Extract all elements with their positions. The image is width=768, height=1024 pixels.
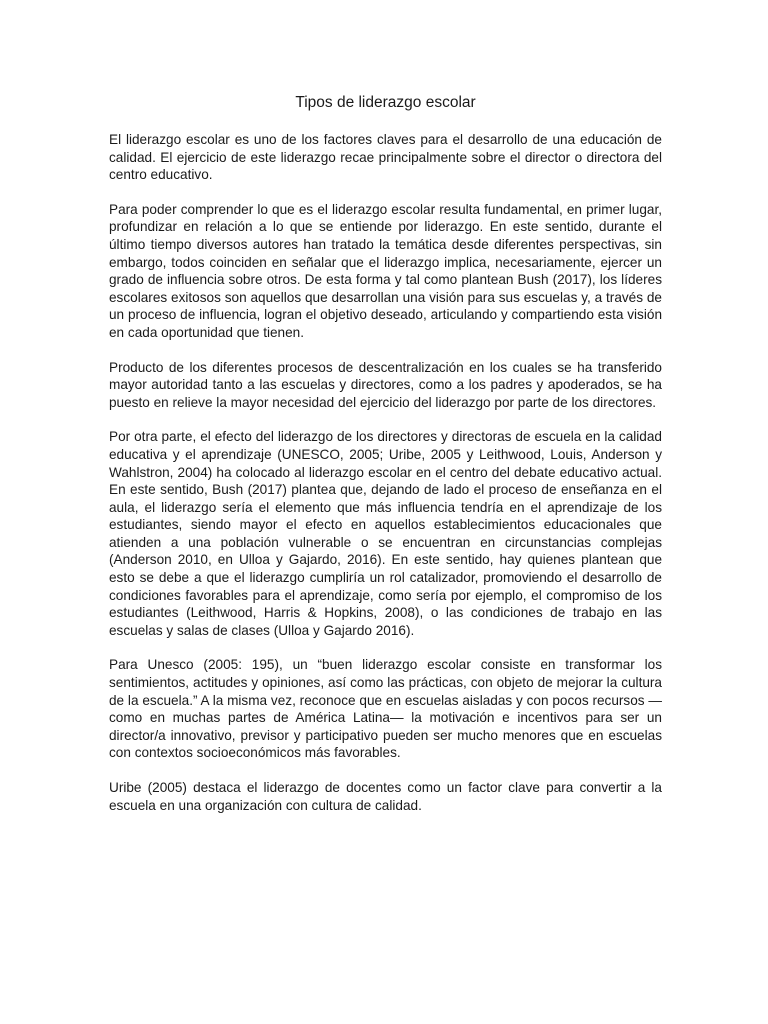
paragraph-5: Para Unesco (2005: 195), un “buen liderazgo escolar consiste en transformar los sentimientos, actitudes y opiniones, así como las prácticas, con objeto de mejorar la cultura de la escuela.” A la misma vez, reconoce que en escuelas aisladas y con pocos recursos —como en muchas partes de América Latina— la motivación e incentivos para ser un director/a innovativo, previsor y participativo pueden ser mucho menores que en escuelas con contextos socioeconómicos más favorables.	[109, 657, 662, 761]
paragraph-6: Uribe (2005) destaca el liderazgo de docentes como un factor clave para convertir a la escuela en una organización con cultura de calidad.	[109, 780, 662, 813]
document-title: Tipos de liderazgo escolar	[295, 94, 476, 111]
paragraph-4: Por otra parte, el efecto del liderazgo de los directores y directoras de escuela en la calidad educativa y el aprendizaje (UNESCO, 2005; Uribe, 2005 y Leithwood, Louis, Anderson y Wahlstron, 2004) ha colocado al liderazgo escolar en el centro del debate educativo actual. En este sentido, Bush (2017) plantea que, dejando de lado el proceso de enseñanza en el aula, el liderazgo sería el elemento que más influencia tendría en el aprendizaje de los estudiantes, siendo mayor el efecto en aquellos establecimientos educacionales que atienden a una población vulnerable o se encuentran en circunstancias complejas (Anderson 2010, en Ulloa y Gajardo, 2016). En este sentido, hay quienes plantean que esto se debe a que el liderazgo cumpliría un rol catalizador, promoviendo el desarrollo de condiciones favorables para el aprendizaje, como sería por ejemplo, el compromiso de los estudiantes (Leithwood, Harris & Hopkins, 2008), o las condiciones de trabajo en las escuelas y salas de clases (Ulloa y Gajardo 2016).	[109, 429, 662, 638]
paragraph-2: Para poder comprender lo que es el liderazgo escolar resulta fundamental, en primer lugar, profundizar en relación a lo que se entiende por liderazgo. En este sentido, durante el último tiempo diversos autores han tratado la temática desde diferentes perspectivas, sin embargo, todos coinciden en señalar que el liderazgo implica, necesariamente, ejercer un grado de influencia sobre otros. De esta forma y tal como plantean Bush (2017), los líderes escolares exitosos son aquellos que desarrollan una visión para sus escuelas y, a través de un proceso de influencia, logran el objetivo deseado, articulando y compartiendo esta visión en cada oportunidad que tienen.	[109, 201, 662, 340]
paragraph-1: El liderazgo escolar es uno de los factores claves para el desarrollo de una educación de calidad. El ejercicio de este liderazgo recae principalmente sobre el director o directora del centro educativo.	[109, 132, 662, 183]
paragraph-3: Producto de los diferentes procesos de descentralización en los cuales se ha transferido mayor autoridad tanto a las escuelas y directores, como a los padres y apoderados, se ha puesto en relieve la mayor necesidad del ejercicio del liderazgo por parte de los directores.	[109, 359, 662, 410]
